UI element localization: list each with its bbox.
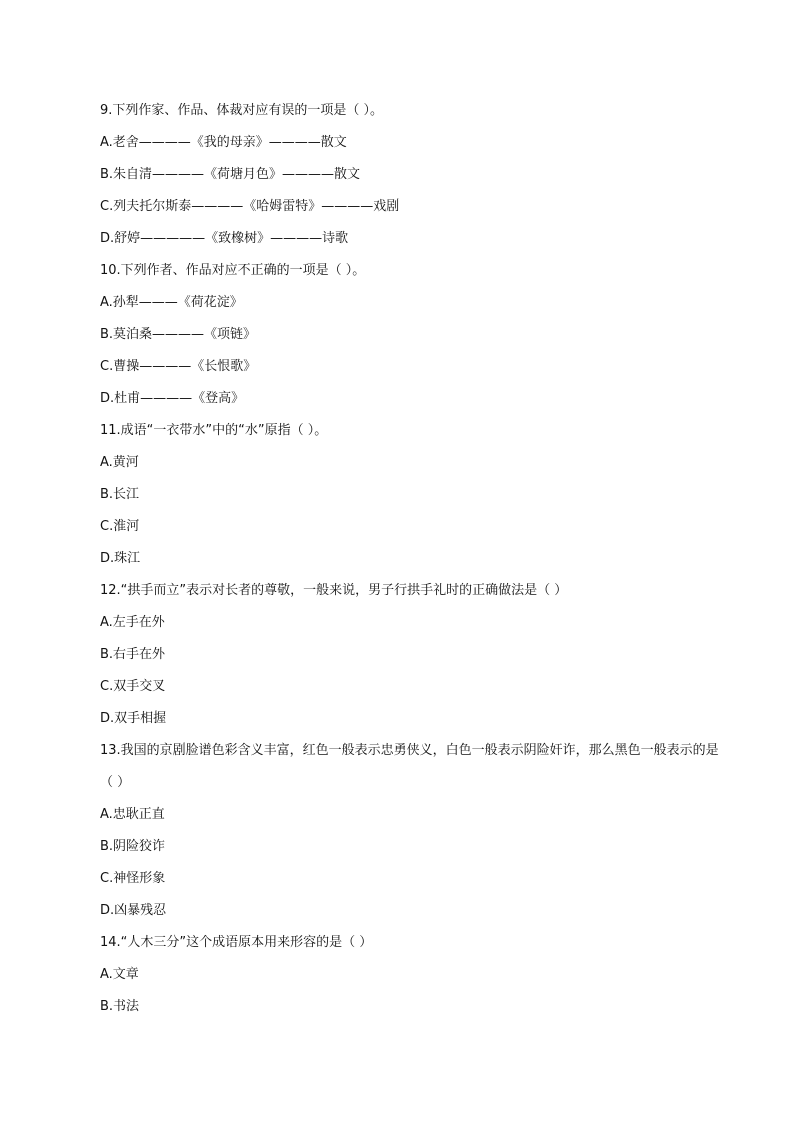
question-list	[100, 100, 720, 1028]
question-14-stem: 14.“人木三分”这个成语原本用来形容的是（ ）	[100, 935, 373, 950]
question-10-option-b: B.莫泊桑————《项链》	[100, 327, 257, 342]
question-12-stem: 12.“拱手而立”表示对长者的尊敬，一般来说，男子行拱手礼时的正确做法是（ ）	[100, 583, 568, 598]
question-11-stem: 11.成语“一衣带水”中的“水”原指（ ）。	[100, 423, 328, 438]
question-11-option-a: A.黄河	[100, 455, 139, 470]
question-10-stem: 10.下列作者、作品对应不正确的一项是（ ）。	[100, 263, 366, 278]
question-9-option-a: A.老舍————《我的母亲》————散文	[100, 135, 347, 150]
question-9-option-c: C.列夫托尔斯泰————《哈姆雷特》————戏剧	[100, 199, 400, 214]
question-9-option-b: B.朱自清————《荷塘月色》————散文	[100, 167, 361, 182]
question-9-option-d: D.舒婷—————《致橡树》————诗歌	[100, 231, 349, 246]
question-11-option-b: B.长江	[100, 487, 140, 502]
question-11-option-d: D.珠江	[100, 551, 141, 566]
question-10-option-d: D.杜甫————《登高》	[100, 391, 245, 406]
question-13-stem: 13.我国的京剧脸谱色彩含义丰富，红色一般表示忠勇侠义，白色一般表示阴险奸诈，那么黑色一般表示的是（ ）	[100, 743, 719, 790]
question-13-option-a: A.忠耿正直	[100, 807, 165, 822]
question-11-option-c: C.淮河	[100, 519, 140, 534]
question-10-option-a: A.孙犁———《荷花淀》	[100, 295, 243, 310]
question-13-option-d: D.凶暴残忍	[100, 903, 167, 918]
question-12-option-d: D.双手相握	[100, 711, 167, 726]
question-12-option-a: A.左手在外	[100, 615, 165, 630]
question-14-option-b: B.书法	[100, 999, 140, 1014]
question-10-option-c: C.曹操————《长恨歌》	[100, 359, 257, 374]
question-9-stem: 9.下列作家、作品、体裁对应有误的一项是（ ）。	[100, 103, 384, 118]
question-12-option-c: C.双手交叉	[100, 679, 166, 694]
question-12-option-b: B.右手在外	[100, 647, 166, 662]
question-13-option-b: B.阴险狡诈	[100, 839, 166, 854]
question-14-option-a: A.文章	[100, 967, 139, 982]
question-13-option-c: C.神怪形象	[100, 871, 166, 886]
